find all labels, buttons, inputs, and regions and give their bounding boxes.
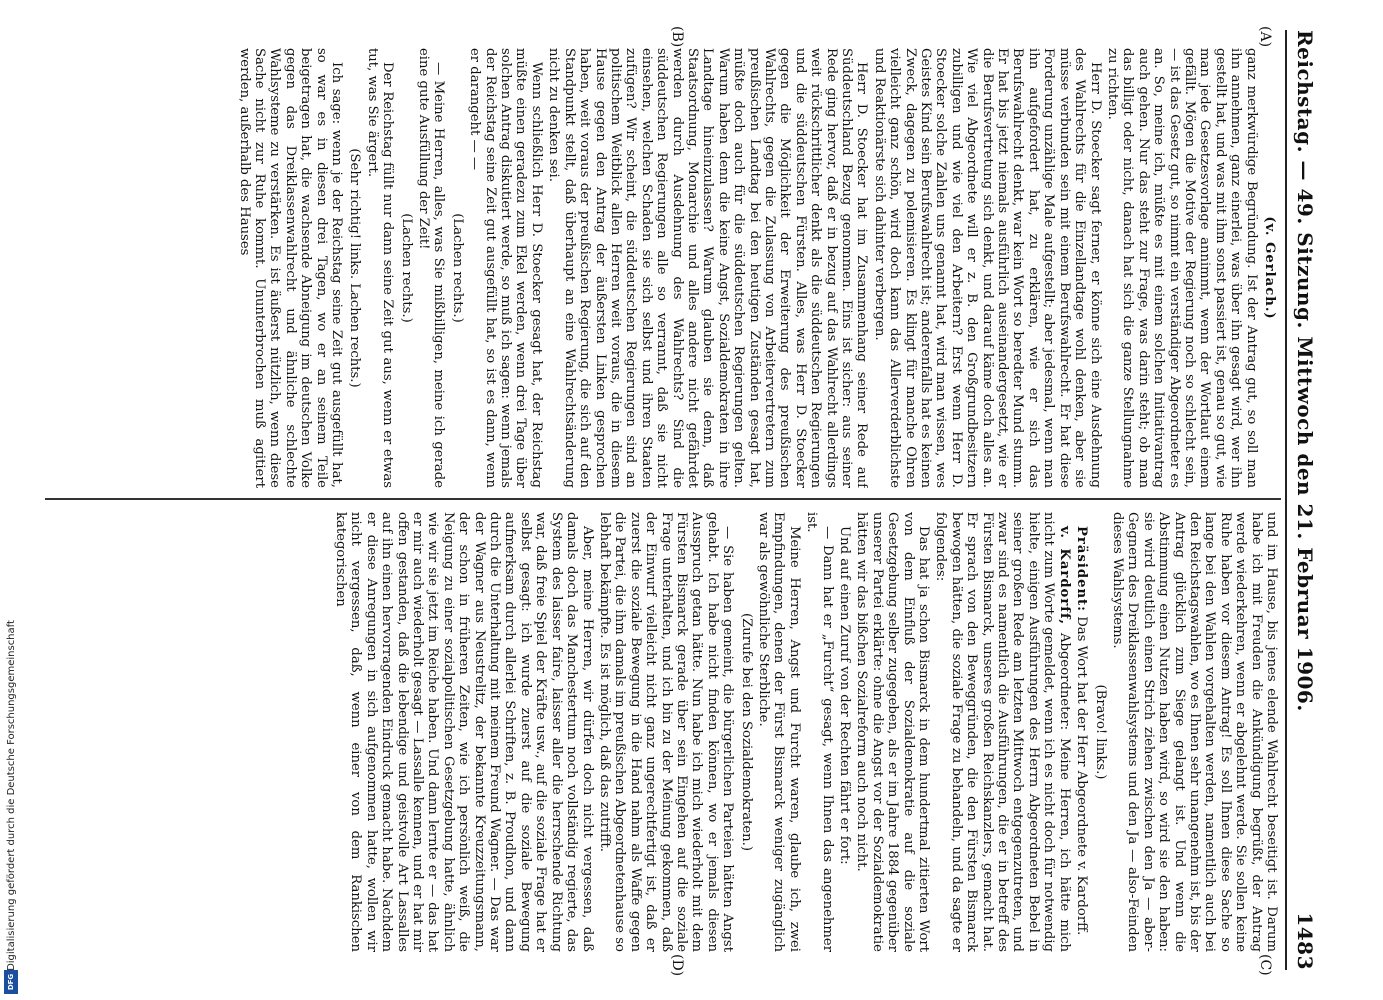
paragraph: Und auf einen Zuruf von der Rechten fährt er fort: [837,526,853,865]
speaker-heading: (v. Gerlach.) [1262,216,1277,320]
margin-mark-d: (D) [669,954,685,977]
paragraph: Der Reichstag füllt nur dann seine Zeit gut aus, wenn er etwas tut, was Sie ärgert. [364,48,396,488]
paragraph: Wenn schließlich Herr D. Stoecker gesagt hat, der Reichstag müßte einen geradezu zum Ekel werden, wenn drei Tage über solchen Antrag diskutiert werde, so muß ich sagen: wenn jemals der Reichstag seine Zeit gut ausgefüllt hat, so ist es dann, wenn er darangeht — — [467,48,544,488]
speaker-text: Abgeordneter: Meine Herren, ich hätte mich nicht zum Worte gemeldet, wenn ich es nicht doch für notwendig hielte, einigen Ausführungen des Herrn Abgeordneten Bebel in seiner großen Rede am letzten Mittwoch entgegenzutreten, und zwar sind es namentlich die Ausführungen, die er in betreff des Fürsten Bismarck, unseres großen Reichskanzlers, gemacht hat. Er sprach von den Beweggründen, die den Fürsten Bismarck bewogen hätten, die soziale Frage zu behandeln, und da sagte er folgendes: [933,512,1072,952]
dfg-logo [4,970,18,994]
paragraph: Herr D. Stoecker sagt ferner, er könne sich eine Ausdehnung des Wahlrechts für die Einzellandtage wohl denken, aber sie müsse verbunden sein mit einem Berufswahlrecht. Er hat diese Forderung unzählige Male aufgestellt; aber jedesmal, wenn man ihn aufgefordert hat, zu erklären, wie er sich das Berufswahlrecht denkt, war kein Wort so beredter Mund stumm. Er hat bis jetzt niemals ausführlich auseinandergesetzt, wie er die Berufsvertretung sich denkt, und darauf käme doch alles an. Wie viel Abgeordnete will er z. B. den Großgrundbesitzern zubilligen und wie viel den Arbeitern? Erst wenn Herr D. Stoecker solche Zahlen uns genannt hat, wird man wissen, wes Geistes Kind sein Berufswahlrecht ist; anderenfalls hat es keinen Zweck, dagegen zu polemisieren. Es klingt für manche Ohren vielleicht ganz schön, wird doch kann das Allerverderblichste und Reaktionärste sich dahinter verbergen. [871,48,1103,488]
paragraph: ganz merkwürdige Begründung. Ist der Antrag gut, so soll man ihn annehmen, ganz einerlei, was über ihn gesagt wird, wer ihn gestellt hat, und was mit ihm sonst passiert ist, genau so gut, wie man jede Gesetzesvorlage annimmt, wenn der Wortlaut einem gefällt. Mögen die Motive der Regierung noch so schlecht sein, — ist das Gesetz gut, so nimmt ein verständiger Abgeordneter es an. So, meine ich, müßte es mit einem solchen Initiativantrag auch gehen. Nur das steht zur Frage, was darin steht; ob man das billigt oder nicht, danach hat sich die ganze Stellungnahme zu richten. [1104,48,1259,488]
speaker-statement [933,512,1072,952]
header-rule [1285,30,1287,970]
dfg-logo-text: DFG [7,973,15,991]
paragraph: Aber, meine Herren, wir dürfen doch nicht vergessen, daß damals doch das Manchestertum noch vollständig regierte, das System des laisser faire, laisser aller die herrschende Richtung war, daß freie Spiel der Kräfte usw., auf die soziale Frage hat er selbst gesagt: ich wurde zuerst auf die soziale Bewegung aufmerksam durch allerlei Schriften, z. B. Proudhon, und dann durch die Unterhaltung mit meinem Freund Wagner. — Das war der Wagner aus Neustrelitz, der bekannte Kreuzzeitungsmann, der schon in früheren Zeiten, wie ich persönlich weiß, die Neigung zu einer sozialpolitischen Gesetzgebung hatte, ähnlich wie wir sie jetzt im Reiche haben. Und dann lernte er — das hat er mir auch wiederholt gesagt — Lassalle kennen, und er hat mir offen gestanden, daß die lebendige und geistvolle Art Lassalles auf ihn einen hervorragenden Eindruck gemacht habe. Nachdem er diese Anregungen in sich aufgenommen hatte, wollen wir nicht vergessen, daß, wenn einer von dem Rankischen kategorischen [333,512,595,952]
president-label: Präsident: [1074,526,1090,613]
interjection: (Lachen rechts.) [449,213,465,323]
digitization-credit-text: Digitalisierung gefördert durch die Deutsche Forschungsgemeinschaft [5,619,17,971]
speaker-label: v. Kardorff, [1056,526,1072,625]
quotation: Das hat ja schon Bismarck in dem hundertmal zitierten Wort von dem Einfluß der Sozialdemokratie auf die soziale Gesetzgebung selber zugegeben, als er im Jahre 1884 gegenüber unserer Partei erklärte: ohne die Angst vor der Sozialdemokratie hätten wir das bißchen Sozialreform auch noch nicht. [854,512,932,952]
document-sheet [25,20,1325,980]
paragraph: Ich sage: wenn je der Reichstag seine Zeit gut ausgefüllt hat, so war es in diesen drei Tagen, wo er an seinem Teile beigetragen hat, die wachsende Abneigung im deutschen Volke gegen das Dreiklassenwahlrecht und ähnliche schlechte Wahlsysteme zu verstärken. Es ist äußerst nützlich, wenn diese Sache nicht zur Ruhe kommt. Ununterbrochen muß agitiert werden, außerhalb des Hauses [236,48,345,488]
page-title: Reichstag. — 49. Sitzung. Mittwoch den 21. Februar 1906. [1293,30,1317,712]
paragraph: Meine Herren, Angst und Furcht waren, glaube ich, zwei Empfindungen, denen der Fürst Bismarck weniger zugänglich war als gewöhnliche Sterbliche. [756,512,802,952]
interjection: (Bravo! links.) [1092,684,1108,780]
paragraph: — Sie haben gemeint, die bürgerlichen Parteien hätten Angst gehabt. Ich habe nicht finden können, wo er jemals diesen Ausspruch getan hätte. Nun habe ich mich wiederholt mit dem Fürsten Bismarck gerade über sein Eingehen auf die soziale Frage unterhalten, und ich bin zu der Meinung gekommen, daß der Einwurf vielleicht nicht ganz ungerechtfertigt ist, daß er zuerst die soziale Bewegung in die Hand nahm als Waffe gegen die Partei, die ihm damals im preußischen Abgeordnetenhause so lebhaft bekämpfte. Es ist möglich, daß das zutrifft. [596,512,736,952]
paragraph: und im Hause, bis jenes elende Wahlrecht beseitigt ist. Darum habe ich mit Freuden die Ankündigung begrüßt, der Antrag werde wiederkehren, wenn er abgelehnt werde. Sie sollen keine Ruhe haben vor diesem Antrag! Es soll Ihnen diese Sache so lange bei den Wahlen vorgehalten werden, namentlich auch bei den Reichstagswahlen, wo es Ihnen sehr unangenehm ist, bis der Antrag glücklich zum Siege gelangt ist. Und wenn die Abstimmung einen Nutzen haben wird, so wird sie den haben: sie wird deutlich einen Strich ziehen zwischen den Ja — aber-Gegnern des Dreiklassenwahlsystems und den Ja — also-Feinden dieses Wahlsystems. [1109,512,1279,952]
digitization-credit [2,600,20,990]
margin-mark-b: (B) [669,26,685,48]
paragraph: Herr D. Stoecker hat im Zusammenhang seiner Rede auf Süddeutschland Bezug genommen. Eins ist sicher: aus seiner Rede ging hervor, daß er in bezug auf das Wahlrecht allerdings weit rückschrittlicher denkt als die süddeutschen Regierungen und die süddeutschen Fürsten. Alles, was Herr D. Stoecker gegen die Möglichkeit der Erweiterung des preußischen Wahlrechts, gegen die Zulassung von Arbeitervertretern zum preußischen Landtag bei den heutigen Zuständen gesagt hat, müßte doch auch für die süddeutschen Regierungen gelten. Warum haben denn die keine Angst, Sozialdemokraten in ihre Landtage hineinzulassen? Warum glauben sie denn, daß Staatsordnung, Monarchie und alles andere nicht gefährdet werden durch Ausdehnung des Wahlrechts? Sind die süddeutschen Regierungen alle so verrannt, daß sie nicht einsehen, welchen Schaden sie sich selbst und ihren Staaten zufügen? Wir scheint, die süddeutschen Regierungen sind an politischem Weitblick allen Herren weit voraus, die in diesem Hause gegen den Antrag der äußersten Linken gesprochen haben, weit voraus der preußischen Regierung, die sich auf den Standpunkt stellt, daß überhaupt an eine Wahlrechtsänderung nicht zu denken sei. [546,48,870,488]
interjection: (Sehr richtig! links. Lachen rechts.) [347,148,363,388]
interjection: (Lachen rechts.) [398,213,414,323]
page-header [1291,30,1319,970]
president-statement [1074,512,1089,952]
left-column [45,48,1279,488]
column-divider [45,498,1281,500]
margin-mark-a: (A) [1257,26,1273,48]
page-number: 1483 [1293,912,1317,970]
margin-mark-c: (C) [1257,954,1273,976]
president-text: Das Wort hat der Herr Abgeordnete v. Kardorff. [1074,616,1090,936]
quotation: — Dann hat er „Furcht“ gesagt, wenn Ihnen das angenehmer ist. [804,512,835,952]
paragraph: — Meine Herren, alles, was Sie mißbilligen, meine ich gerade eine gute Ausfüllung der Zeit! [416,48,447,488]
right-column [45,512,1279,952]
interjection: (Zurufe bei den Sozialdemokraten.) [738,612,754,852]
